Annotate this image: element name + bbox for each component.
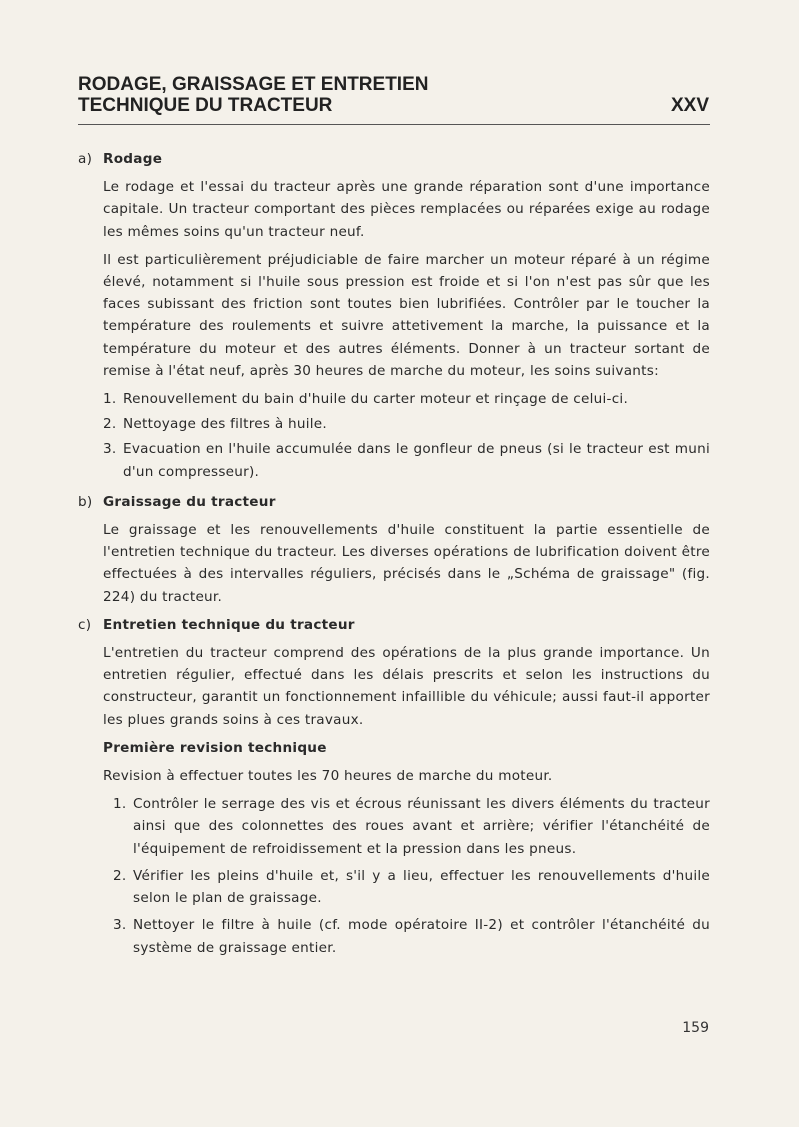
list-item-text: Nettoyer le filtre à huile (cf. mode opératoire II-2) et contrôler l'étanchéité du système de graissage entier. [133,917,710,956]
page-number: 159 [682,1020,709,1036]
list-item-text: Nettoyage des filtres à huile. [123,416,327,433]
section-a-heading [78,148,710,170]
section-a-letter: a) [78,151,93,167]
list-item-number: 1. [103,391,117,408]
list-item-text: Vérifier les pleins d'huile et, s'il y a lieu, effectuer les renouvellements d'huile selon le plan de graissage. [133,867,710,907]
list-item-number: 3. [113,917,127,934]
chapter-title-line-2: TECHNIQUE DU TRACTEUR [78,95,333,116]
section-c-letter: c) [78,616,92,633]
chapter-number: XXV [670,95,709,116]
chapter-title-line-1: RODAGE, GRAISSAGE ET ENTRETIEN [78,74,429,95]
section-c-heading [78,614,710,636]
list-item [103,865,710,909]
section-c-intro: Revision à effectuer toutes les 70 heures de marche du moteur. [103,768,553,785]
section-c-subheading: Première revision technique [103,739,327,756]
list-item-number: 2. [103,416,117,433]
list-item [103,438,710,482]
list-item-number: 1. [113,796,127,813]
section-a-paragraph-2: Il est particulièrement préjudiciable de faire marcher un moteur réparé à un régime élevé, notamment si l'huile sous pression est froide et si l'on n'est pas sûr que les faces subissant des friction sont toutes bien lubrifiées. Contrôler par le toucher la température des roulements et suivre attetivement la marche, la puissance et la température du moteur et des autres éléments. Donner à un tracteur sortant de remise à l'état neuf, après 30 heures de marche du moteur, les soins suivants: [103,251,710,379]
list-item-text: Renouvellement du bain d'huile du carter moteur et rinçage de celui-ci. [123,391,629,408]
section-c-paragraph: L'entretien du tracteur comprend des opérations de la plus grande importance. Un entretien régulier, effectué dans les délais prescrits et selon les instructions du constructeur, garantit un fonctionnement infaillible du véhicule; aussi faut-il apporter les plues grands soins à ces travaux. [103,645,710,728]
list-item [103,388,710,410]
section-a-list [103,388,710,483]
list-item-number: 3. [103,441,117,458]
list-item-text: Contrôler le serrage des vis et écrous réunissant les divers éléments du tracteur ainsi que des colonnettes des roues avant et arrière; vérifier l'étanchéité de l'équipement de refroidissement et la pression dans les pneus. [133,796,710,857]
list-item [103,914,710,958]
chapter-title [78,74,428,116]
section-c-title: Entretien technique du tracteur [103,616,355,633]
section-b-heading [78,491,710,513]
list-item-text: Evacuation en l'huile accumulée dans le gonfleur de pneus (si le tracteur est muni d'un compresseur). [123,441,710,480]
list-item [103,793,710,860]
section-b-letter: b) [78,493,93,510]
header-divider [78,124,710,125]
section-a-paragraph-1: Le rodage et l'essai du tracteur après une grande réparation sont d'une importance capitale. Un tracteur comportant des pièces remplacées ou réparées exige au rodage les mêmes soins qu'un tracteur neuf. [103,179,710,240]
section-b-title: Graissage du tracteur [103,493,276,510]
list-item [103,413,710,435]
list-item-number: 2. [113,867,127,884]
section-a-title: Rodage [103,151,163,167]
section-c-list [103,793,710,958]
section-b-paragraph: Le graissage et les renouvellements d'huile constituent la partie essentielle de l'entretien technique du tracteur. Les diverses opérations de lubrification doivent être effectuées à des intervalles réguliers, précisés dans le „Schéma de graissage" (fig. 224) du tracteur. [103,522,710,605]
page-content [78,148,710,967]
